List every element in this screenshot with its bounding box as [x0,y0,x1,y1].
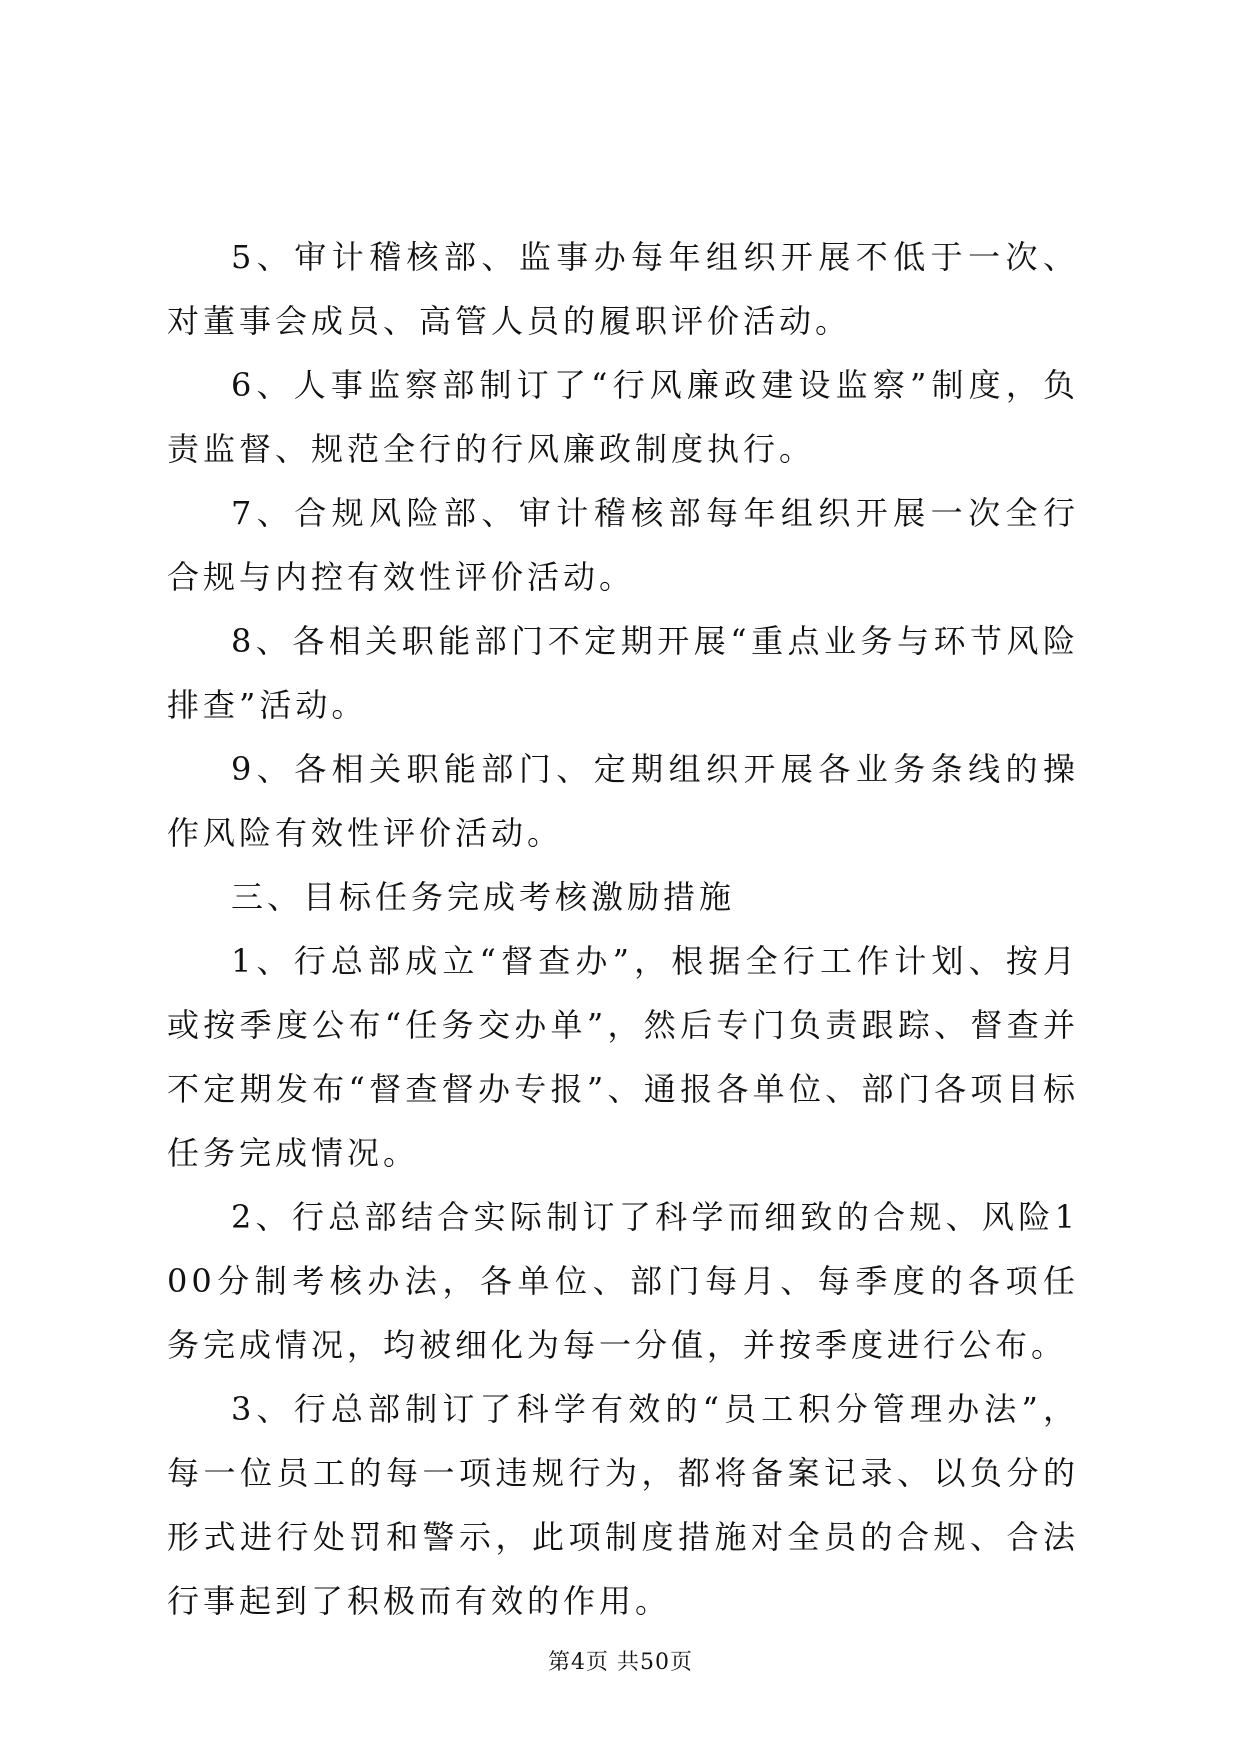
paragraph-measure-1: 1、行总部成立“督查办”，根据全行工作计划、按月或按季度公布“任务交办单”，然后专门负责跟踪、督查并不定期发布“督查督办专报”、通报各单位、部门各项目标任务完成情况。 [167,942,1079,1172]
page-number: 第4页 共50页 [548,1650,693,1675]
paragraph-item-6: 6、人事监察部制订了“行风廉政建设监察”制度，负责监督、规范全行的行风廉政制度执行。 [167,366,1079,468]
paragraph-measure-3: 3、行总部制订了科学有效的“员工积分管理办法”，每一位员工的每一项违规行为，都将备案记录、以负分的形式进行处罚和警示，此项制度措施对全员的合规、合法行事起到了积极而有效的作用。 [167,1390,1079,1620]
page-footer [0,1648,1241,1678]
document-body [167,225,1079,1633]
paragraph-item-9: 9、各相关职能部门、定期组织开展各业务条线的操作风险有效性评价活动。 [167,750,1079,852]
section-heading: 三、目标任务完成考核激励措施 [231,878,736,916]
paragraph-item-8: 8、各相关职能部门不定期开展“重点业务与环节风险排查”活动。 [167,622,1079,724]
paragraph-measure-2: 2、行总部结合实际制订了科学而细致的合规、风险100分制考核办法，各单位、部门每月、每季度的各项任务完成情况，均被细化为每一分值，并按季度进行公布。 [167,1198,1079,1364]
paragraph-item-7: 7、合规风险部、审计稽核部每年组织开展一次全行合规与内控有效性评价活动。 [167,494,1079,596]
paragraph-item-5: 5、审计稽核部、监事办每年组织开展不低于一次、对董事会成员、高管人员的履职评价活动。 [167,238,1079,340]
